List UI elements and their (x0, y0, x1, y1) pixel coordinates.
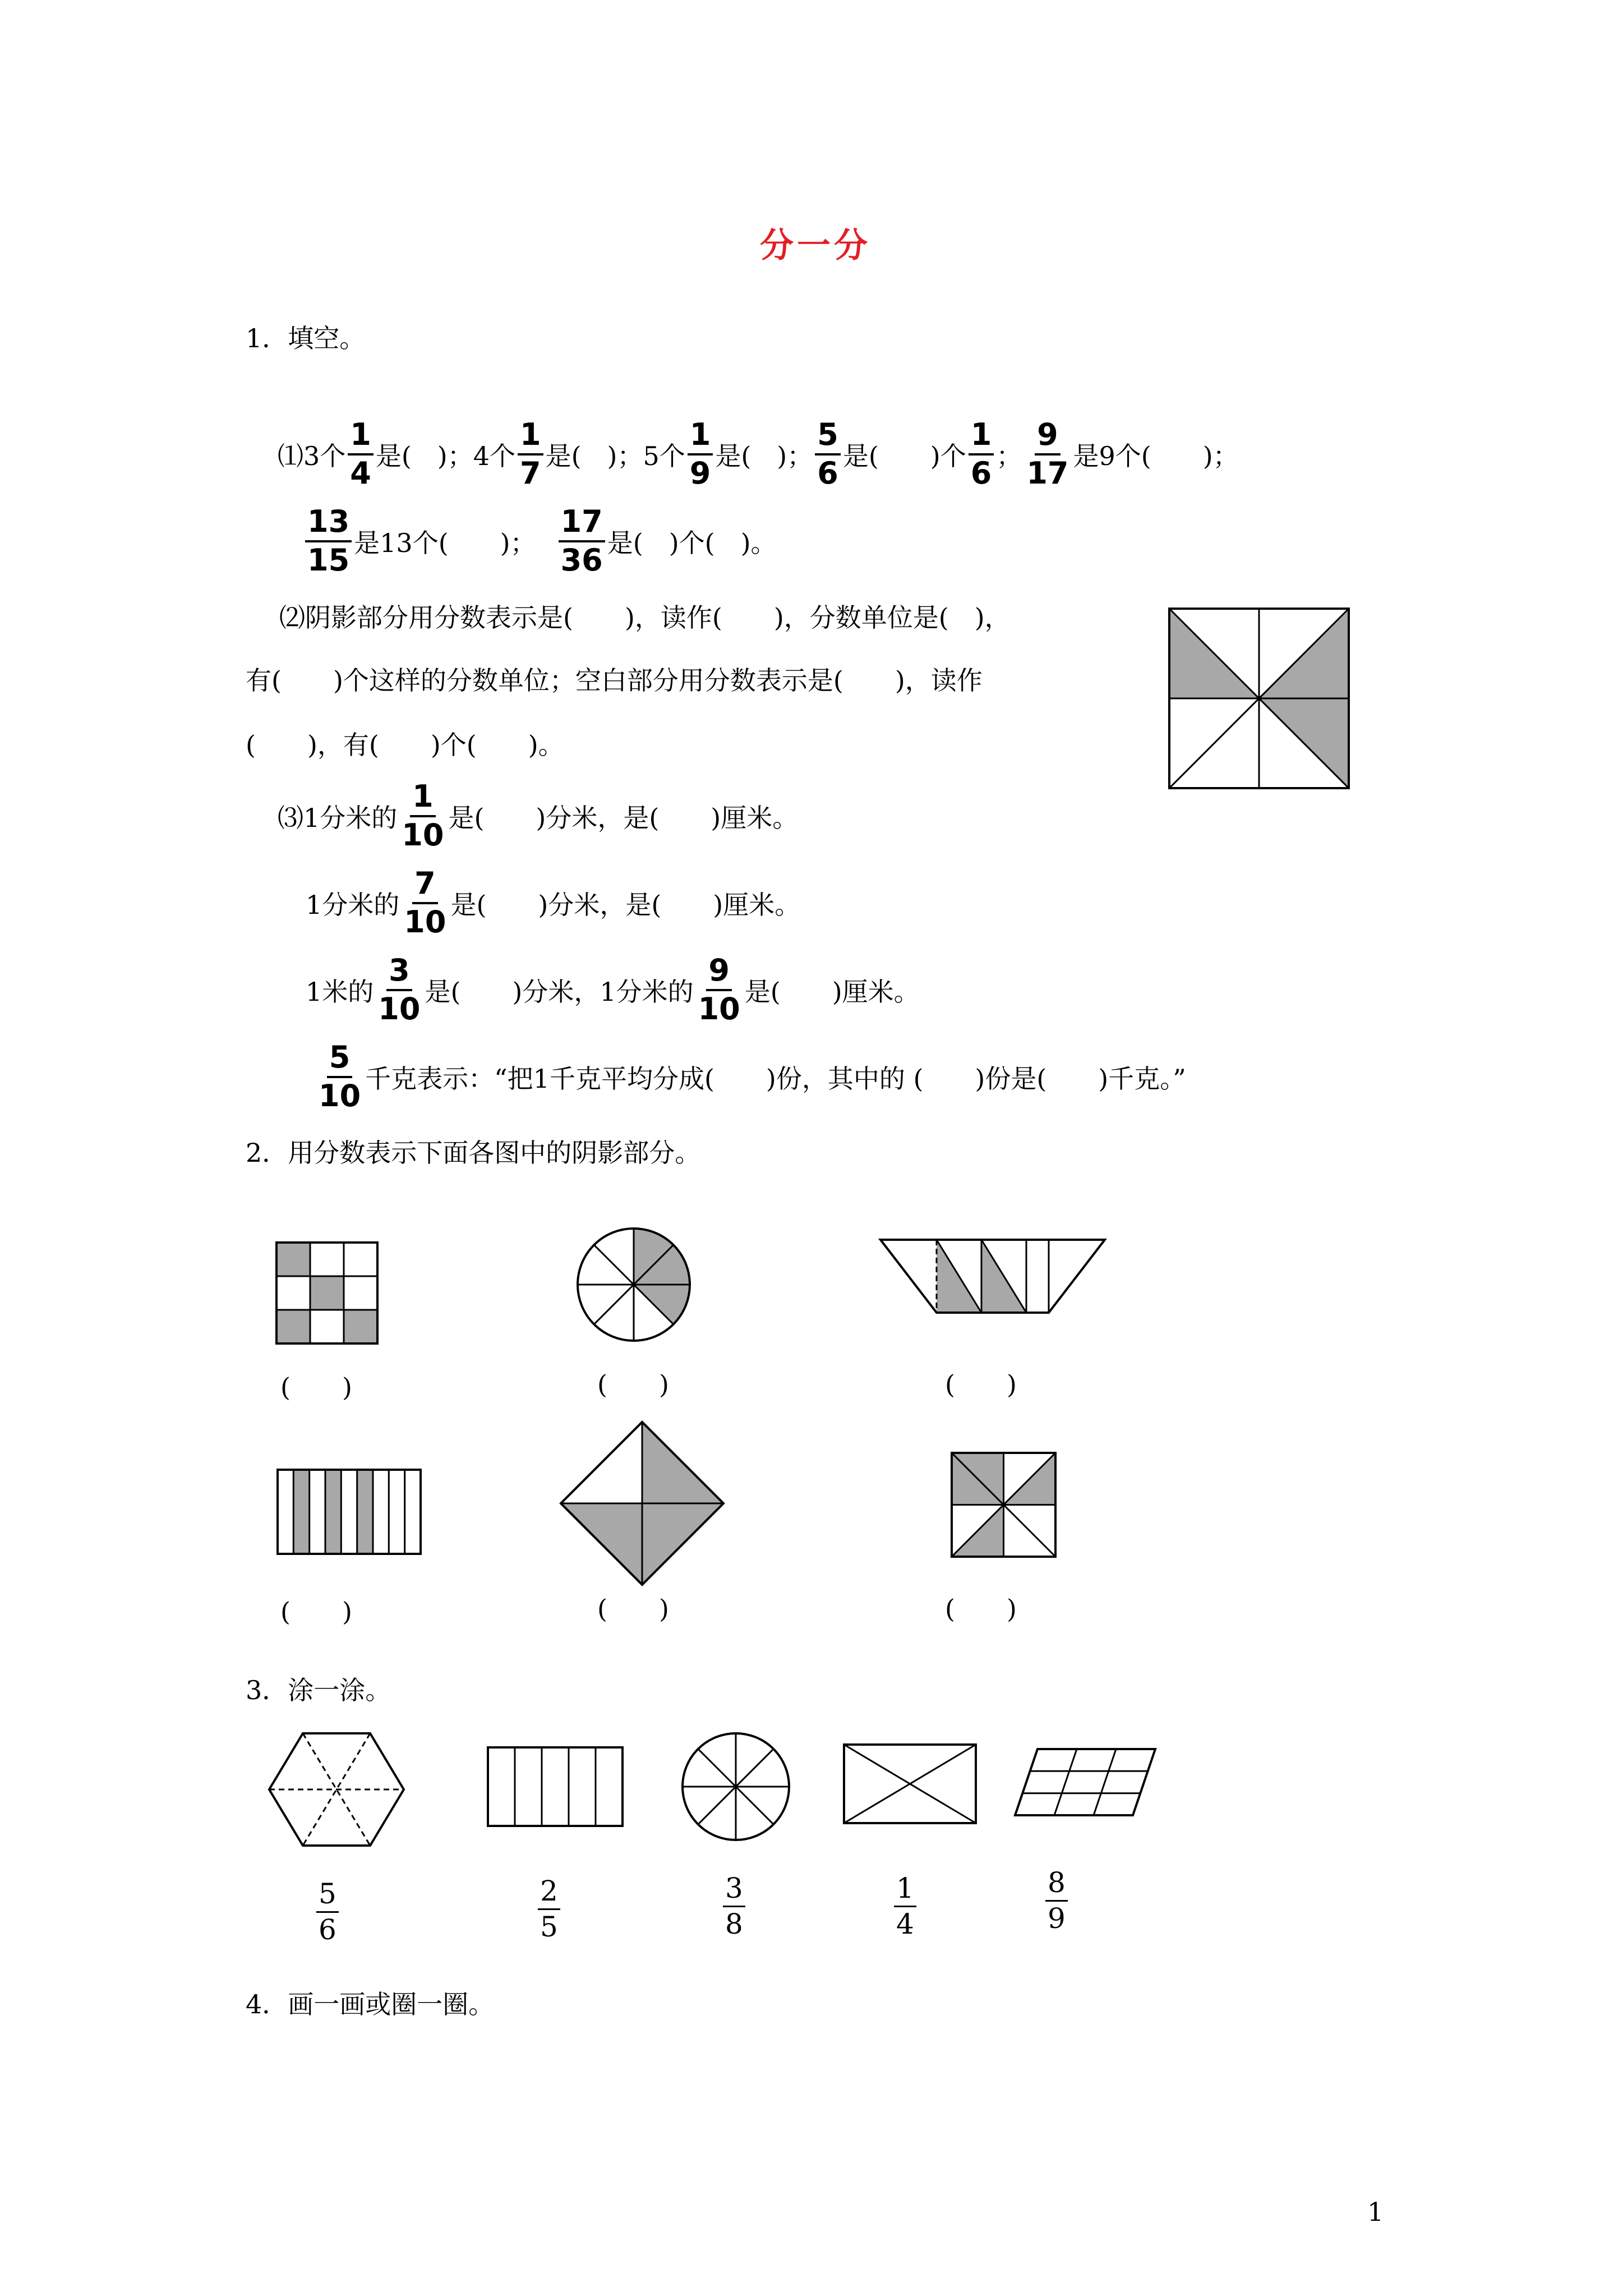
fraction-denominator: 6 (970, 455, 992, 491)
fraction-numerator: 5 (815, 419, 841, 455)
fraction-denominator: 4 (350, 455, 371, 491)
fraction-denominator: 36 (560, 542, 603, 578)
q2-answer-blank-4[interactable]: ( ) (280, 1596, 352, 1627)
q1-l1-text-d: 是( )； (715, 441, 813, 471)
q3-fraction-4 (892, 1874, 919, 1939)
q1-square-figure (1169, 609, 1349, 788)
shaded-strip (325, 1470, 341, 1554)
fraction-numerator: 1 (688, 419, 713, 455)
shaded-strip (293, 1470, 309, 1554)
fraction-numerator: 1 (969, 419, 994, 455)
fraction-numerator: 1 (894, 1874, 916, 1907)
fraction-denominator: 5 (540, 1910, 558, 1943)
q1-p3-l4-text: 千克表示：“把1千克平均分成( )份，其中的 ( )份是( )千克。” (365, 1064, 1186, 1094)
fraction-denominator: 9 (689, 455, 711, 491)
q1-p3-l1-text-b: 是( )分米，是( )厘米。 (448, 803, 799, 833)
fraction-8-9 (1045, 1868, 1068, 1933)
fraction-denominator: 10 (404, 904, 446, 940)
fraction-numerator: 3 (386, 955, 412, 991)
q2-answer-blank-3[interactable]: ( ) (945, 1369, 1017, 1400)
q3-fraction-5 (1043, 1868, 1070, 1933)
q1-l1-text-f: ； (996, 441, 1022, 471)
q1-l1-text-b: 是( )；4个 (375, 441, 516, 471)
q1-l2-text-b: 是( )个( )。 (607, 528, 777, 558)
fraction-numerator: 7 (412, 868, 438, 904)
fraction-denominator: 10 (698, 991, 740, 1027)
shaded-sector (634, 1285, 690, 1324)
fraction-numerator: 9 (1035, 419, 1061, 455)
fraction-1-4 (894, 1874, 916, 1939)
fraction-numerator: 8 (1045, 1868, 1068, 1902)
fraction-1-9 (688, 419, 713, 489)
fraction-2-5 (538, 1876, 560, 1941)
q2-rhombus-figure (561, 1422, 723, 1585)
fraction-numerator: 1 (410, 781, 436, 817)
q1-l1-text-g: 是9个( )； (1073, 441, 1239, 471)
fraction-denominator: 10 (319, 1078, 361, 1114)
q3-fraction-3 (721, 1874, 748, 1939)
q1-part2-line1: ⑵阴影部分用分数表示是( )，读作( )，分数单位是( )， (279, 602, 1011, 633)
fraction-numerator: 1 (518, 419, 543, 455)
q2-strips-figure (278, 1470, 421, 1554)
q1-p3-l2-text-a: 1分米的 (306, 890, 400, 920)
q2-heading: 2．用分数表示下面各图中的阴影部分。 (246, 1138, 701, 1168)
fraction-17-36 (559, 506, 605, 576)
q1-p3-l3-text-c: 是( )厘米。 (744, 977, 920, 1007)
fraction-denominator: 4 (896, 1907, 914, 1940)
fraction-5-6 (316, 1879, 339, 1944)
page-number: 1 (1367, 2197, 1384, 2227)
q1-part3-line2 (306, 864, 800, 942)
fraction-1-10 (399, 781, 446, 851)
q1-p3-l1-text-a: ⑶1分米的 (278, 803, 398, 833)
q1-l1-text-e: 是( )个 (842, 441, 966, 471)
fraction-denominator: 7 (520, 455, 541, 491)
fraction-denominator: 15 (307, 542, 350, 578)
fraction-7-10 (402, 868, 448, 938)
q1-part3-line3 (306, 951, 920, 1029)
parallelogram-outline (1015, 1749, 1155, 1815)
q1-p3-l3-text-b: 是( )分米，1分米的 (425, 977, 694, 1007)
fraction-1-7 (518, 419, 543, 489)
q3-hexagon-figure (269, 1733, 404, 1846)
shaded-cell (276, 1243, 310, 1276)
fraction-numerator: 5 (327, 1042, 353, 1078)
fraction-5-6 (815, 419, 841, 489)
q2-circle-figure (578, 1228, 690, 1341)
fraction-denominator: 6 (817, 455, 838, 491)
fraction-9-10 (696, 955, 743, 1025)
q2-grid-figure (276, 1243, 377, 1343)
q3-heading: 3．涂一涂。 (246, 1675, 391, 1705)
fraction-3-10 (376, 955, 422, 1025)
rect-outline (488, 1747, 623, 1826)
grid-line (1054, 1749, 1077, 1815)
q2-answer-blank-2[interactable]: ( ) (597, 1369, 669, 1400)
q2-trapezoid-figure (880, 1240, 1105, 1313)
q4-heading: 4．画一画或圈一圈。 (246, 1989, 495, 2019)
q2-small-square-figure (952, 1453, 1055, 1557)
fraction-numerator: 17 (559, 506, 605, 542)
fraction-numerator: 3 (723, 1874, 745, 1907)
q3-five-strips-figure (488, 1747, 623, 1826)
shaded-cell (344, 1310, 377, 1343)
fraction-numerator: 13 (305, 506, 352, 542)
fraction-denominator: 9 (1048, 1902, 1066, 1935)
q3-fraction-2 (536, 1876, 562, 1941)
q1-p3-l3-text-a: 1米的 (306, 977, 374, 1007)
shaded-cell (276, 1310, 310, 1343)
page-title: 分一分 (760, 226, 871, 265)
q1-p3-l2-text-b: 是( )分米，是( )厘米。 (450, 890, 801, 920)
q1-part3-line1 (278, 777, 798, 855)
q1-part2-line3: ( )，有( )个( )。 (246, 730, 564, 760)
fraction-9-17 (1024, 419, 1071, 489)
shaded-strip (357, 1470, 373, 1554)
q3-fraction-1 (314, 1879, 341, 1944)
fraction-numerator: 2 (538, 1876, 560, 1910)
q1-part2-line2: 有( )个这样的分数单位；空白部分用分数表示是( )，读作 (246, 665, 983, 696)
fraction-1-4 (348, 419, 374, 489)
fraction-1-6 (969, 419, 994, 489)
fraction-numerator: 5 (316, 1879, 339, 1913)
q1-line2 (303, 502, 777, 581)
q1-heading: 1．填空。 (246, 323, 366, 353)
q3-circle-figure (683, 1733, 789, 1840)
fraction-numerator: 1 (348, 419, 374, 455)
q3-rectangle-x-figure (844, 1745, 976, 1823)
fraction-numerator: 9 (706, 955, 732, 991)
fraction-denominator: 6 (319, 1913, 336, 1946)
shaded-cell (310, 1276, 344, 1310)
q1-line1 (278, 415, 1239, 494)
fraction-denominator: 10 (378, 991, 421, 1027)
fraction-5-10 (316, 1039, 363, 1114)
q1-l1-text-a: ⑴3个 (278, 441, 346, 471)
fraction-13-15 (305, 506, 352, 576)
fraction-3-8 (723, 1874, 745, 1939)
q2-answer-blank-6[interactable]: ( ) (945, 1594, 1017, 1624)
q1-l1-text-c: 是( )；5个 (545, 441, 685, 471)
grid-line (1094, 1749, 1116, 1815)
q2-answer-blank-5[interactable]: ( ) (597, 1594, 669, 1624)
q2-answer-blank-1[interactable]: ( ) (280, 1372, 352, 1402)
q3-parallelogram-figure (1015, 1749, 1155, 1815)
fraction-denominator: 8 (725, 1907, 743, 1940)
fraction-denominator: 10 (402, 817, 444, 853)
q1-part3-line4 (314, 1038, 1186, 1116)
fraction-denominator: 17 (1026, 455, 1069, 491)
q1-l2-text-a: 是13个( )； (354, 528, 536, 558)
